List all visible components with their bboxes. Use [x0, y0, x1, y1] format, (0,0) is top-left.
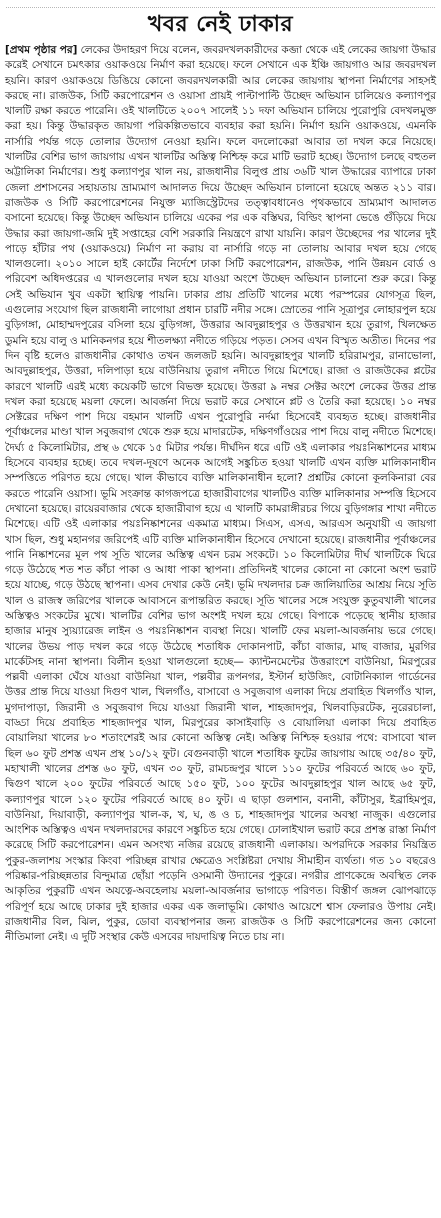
- article-text: লেকের উদাহরণ দিয়ে বলেন, জবরদখলকারীদের কব্জা থেকে এই লেকের জায়গা উদ্ধার করেই সেখানে চমৎকার ওয়াকওয়ে নির্মাণ করা হয়েছে। ফলে সেখানে এক ইঞ্চি জায়গাও আর জবরদখল হয়নি। কারণ ওয়াকওয়ে ডিঙিয়ে কোনো জবরদখলকারী আর লেকের জায়গায় স্থাপনা নির্মাণের সাহসই করছে না। রাজউক, সিটি করপোরেশন ও ওয়াসা প্রায়ই পাল্টাপাল্টি উচ্ছেদ অভিযান চালিয়েও কল্যাণপুর খালটি রক্ষা করতে পারেনি। ওই খালটিতে ২০০৭ সালেই ১১ দফা অভিযান চালিয়ে পুরোপুরি বেদখলমুক্ত করা হয়। কিন্তু উদ্ধারকৃত জায়গা পরিকল্পিতভাবে ব্যবহার করা হয়নি। নির্মাণ হয়নি ওয়াকওয়ে, এমনকি নার্সারি পর্যন্ত গড়ে তোলার উদ্যোগ নেওয়া হয়নি। ফলে বদলোকেরা আবার তা দখল করে নিয়েছে। খালটির বেশির ভাগ জায়গায় এখন খালটির অস্তিত্ব নিশ্চিহ্ন করে মাটি ভরাট হচ্ছে। উদ্যোগ চলছে বহুতল অট্টালিকা নির্মাণের। শুধু কল্যাণপুর খাল নয়, রাজধানীর বিলুপ্ত প্রায় ৩৬টি খাল উদ্ধারের ব্যাপারে ঢাকা জেলা প্রশাসনের সহায়তায় ভ্রাম্যমাণ আদালত দিয়ে উচ্ছেদ অভিযান চালানো হয়েছে অন্তত ২১১ বার। রাজউক ও সিটি করপোরেশনের নিযুক্ত ম্যাজিস্ট্রেটদের তত্ত্বাবধানেও পৃথকভাবে ভ্রাম্যমাণ আদালত বসানো হয়েছে। কিন্তু উচ্ছেদ অভিযান চালিয়ে একের পর এক বস্তিঘর, বিল্ডিং স্থাপনা ভেঙে গুঁড়িয়ে দিয়ে উদ্ধার করা জায়গা-জমি দুই সপ্তাহের বেশি সরকারি নিয়ন্ত্রণে রাখা যায়নি। কারণ উচ্ছেদের পর খালের দুই পাড়ে হাঁটার পথ (ওয়াকওয়ে) নির্মাণ না করায় বা নার্সারি গড়ে না তোলায় আবার দখল হয়ে গেছে খালগুলো। ২০১০ সালে হাই কোর্টের নির্দেশে ঢাকা সিটি করপোরেশন, রাজউক, পানি উন্নয়ন বোর্ড ও পরিবেশ অধিদপ্তরের এ খালগুলোর দখল হয়ে যাওয়া অংশে উচ্ছেদ অভিযান চালানো শুরু করে। কিন্তু সেই অভিযান খুব একটা স্থায়িত্ব পায়নি। ঢাকার প্রায় প্রতিটি খালের মধ্যে পরস্পরের যোগসূত্র ছিল, এগুলোর সংযোগ ছিল রাজধানী লাগোয়া প্রধান চারটি নদীর সঙ্গে। স্রোতের পানি সূত্রাপুর লোহারপুল হয়ে বুড়িগঙ্গা, মোহাম্মদপুরের বসিলা হয়ে বুড়িগঙ্গা, উত্তরার আবদুল্লাহপুর ও উত্তরখান হয়ে তুরাগ, খিলক্ষেত ডুমনি হয়ে বালু ও মানিকনগর হয়ে শীতলক্ষ্যা নদীতে গড়িয়ে পড়ত। সেসব এখন বিস্মৃত অতীত। দিনের পর দিন বৃষ্টি হলেও রাজধানীর কোথাও তখন জলজট হয়নি। আবদুল্লাহপুর খালটি হরিরামপুর, রানাভোলা, আবদুল্লাহপুর, উত্তরা, দলিপাড়া হয়ে বাউনিয়ায় তুরাগ নদীতে গিয়ে মিশেছে। রাজা ও রাজউকের প্লটের কারণে খালটি এরই মধ্যে কয়েকটি ভাগে বিভক্ত হয়েছে। উত্তরা ৯ নম্বর সেক্টর অংশে লেকের উত্তর প্রান্ত দখল করা হয়েছে ময়লা ফেলে। আবর্জনা দিয়ে ভরাট করে সেখানে প্লট ও তৈরি করা হয়েছে। ১০ নম্বর সেক্টরের দক্ষিণ পাশ দিয়ে বহমান খালটি এখন পুরোপুরি নর্দমা হিসেবেই ব্যবহৃত হচ্ছে। রাজধানীর পূর্বাঞ্চলের মাণ্ডা খাল সবুজবাগ থেকে শুরু হয়ে মাদারটেক, দক্ষিণগাঁওয়ের পাশ দিয়ে বালু নদীতে মিশেছে। দৈর্ঘ্য ৫ কিলোমিটার, প্রস্থ ৬ থেকে ১৫ মিটার পর্যন্ত। দীর্ঘদিন ধরে এটি ওই এলাকার পয়ঃনিষ্কাশনের মাধ্যম হিসেবে ব্যবহার হচ্ছে। তবে দখল-দূষণে অনেক আগেই সঙ্কুচিত হওয়া খালটি এখন ব্যক্তি মালিকানাধীন সম্পত্তিতে পরিণত হয়ে গেছে। খাল কীভাবে ব্যক্তি মালিকানাধীন হলো? প্রশ্নটির কোনো কূলকিনারা বের করতে পারেনি ওয়াসা। ভূমি সংক্রান্ত কাগজপত্রে হাজারীবাগের খালটিও ব্যক্তি মালিকানার সম্পত্তি হিসেবে দেখানো হয়েছে। রায়েরবাজার থেকে হাজারীবাগ হয়ে এ খালটি কামরাঙ্গীরচর গিয়ে বুড়িগঙ্গার শাখা নদীতে মিশেছে। এটি ওই এলাকার পয়ঃনিষ্কাশনের একমাত্র মাধ্যম। সিএস, এসএ, আরএস অনুযায়ী এ জায়গা খাস ছিল, শুধু মহানগর জরিপেই এটি ব্যক্তি মালিকানাধীন হিসেবে দেখানো হয়েছে। রাজধানীর পূর্বাঞ্চলের পানি নিষ্কাশনের মূল পথ সূতি খালের অস্তিত্ব এখন চরম সংকটে। ১০ কিলোমিটার দীর্ঘ খালটিকে ঘিরে গড়ে উঠেছে শত শত কাঁচা পাকা ও আধা পাকা স্থাপনা। প্রতিদিনই খালের কোনো না কোনো অংশ ভরাট হয়ে যাচ্ছে, গড়ে উঠছে স্থাপনা। এসব দেখার কেউ নেই। ভূমি দখলদার চক্র জালিয়াতির আশ্রয় নিয়ে সূতি খাল ও রাজস্ব জরিপের খালকে আবাসনে রূপান্তরিত করছে। সূতি খালের সঙ্গে সংযুক্ত কুতুবখালী খালের অস্তিত্বও সংকটের মুখে। খালটির বেশির ভাগ অংশই দখল হয়ে গেছে। বিপাকে পড়েছে স্থানীয় হাজার হাজার মানুষ স্যুয়্যারেজ লাইন ও পয়ঃনিষ্কাশন ব্যবস্থা নিয়ে। খালটি ফের ময়লা-আবর্জনায় ভরে গেছে। খালের উভয় পাড় দখল করে গড়ে উঠেছে শতাধিক দোকানপাট, কাঁচা বাজার, মাছ বাজার, মুরগির মার্কেটসহ নানা স্থাপনা। বিলীন হওয়া খালগুলো হচ্ছে— ক্যান্টনমেন্টের উত্তরাংশে বাউনিয়া, মিরপুরের পল্লবী এলাকা ঘেঁষে যাওয়া বাউনিয়া খাল, পল্লবীর রূপনগর, ইস্টার্ন হাউজিং, বোটানিক্যাল গার্ডেনের উত্তর প্রান্ত দিয়ে যাওয়া দিগুণ খাল, খিলগাঁও, বাসাবো ও সবুজবাগ এলাকা দিয়ে প্রবাহিত খিলগাঁও খাল, মুগদাপাড়া, জিরানী ও সবুজবাগ দিয়ে যাওয়া জিরানী খাল, শাহজাদপুর, খিলবাড়িরটেক, নুরেরচালা, বাড্ডা দিয়ে প্রবাহিত শাহজাদপুর খাল, মিরপুরের কাসাইবাড়ি ও বোয়ালিয়া এলাকা দিয়ে প্রবাহিত বোয়ালিয়া খালের ৮০ শতাংশেরই আর কোনো অস্তিত্ব নেই। অস্তিত্ব নিশ্চিহ্ন হওয়ার পথে: বাসাবো খাল ছিল ৬০ ফুট প্রশস্ত এখন প্রস্থ ১০/১২ ফুট। বেগুনবাড়ী খালে শতাধিক ফুটের জায়গায় আছে ৩৫/৪০ ফুট, মহাখালী খালের প্রশস্ত ৬০ ফুট, এখন ৩০ ফুট, রামচন্দ্রপুর খালে ১১০ ফুটের পরিবর্তে আছে ৬০ ফুট, দ্বিগুণ খালে ২০০ ফুটের পরিবর্তে আছে ১৫০ ফুট, ১০০ ফুটের আবদুল্লাহপুর খাল আছে ৬৫ ফুট, কল্যাণপুর খালে ১২০ ফুটের পরিবর্তে আছে ৪০ ফুট। এ ছাড়া গুলশান, বনানী, কাঁটাসুর, ইব্রাহিমপুর, বাউনিয়া, দিয়াবাড়ী, কল্যাণপুর খাল-ক, খ, ঘ, ঙ ও চ, শাহজাদপুর খালের অবস্থা নাজুক। এগুলোর আংশিক অস্তিত্বও এখন দখলদারদের কারণে সঙ্কুচিত হয়ে গেছে। ঢোলাইখাল ভরাট করে প্রশস্ত রাস্তা নির্মাণ করেছে সিটি করপোরেশন। এমন অসংখ্য নজির রয়েছে রাজধানী এলাকায়। অপরদিকে সরকার নিয়ন্ত্রিত পুকুর-জলাশয় সংস্কার কিংবা পরিচ্ছন্ন রাখার ক্ষেত্রেও সংশ্লিষ্টরা দেখায় সীমাহীন ব্যর্থতা। গত ১০ বছরেও পরিষ্কার-পরিচ্ছন্নতার বিন্দুমাত্র ছোঁয়া পড়েনি ওসমানী উদ্যানের পুকুরে। নগরীর প্রাণকেন্দ্রে অবস্থিত লেক আকৃতির পুকুরটি এখন অযত্নে-অবহেলায় ময়লা-আবর্জনার ভাগাড়ে পরিণত। বিস্তীর্ণ জঙ্গল ঝোপঝাড়ে পরিপূর্ণ হয়ে আছে ঢাকার দুই হাজার একর এক জলাভূমি। কোথাও আয়েশে শ্বাস ফেলারও উপায় নেই। রাজধানীর বিল, ঝিল, পুকুর, ডোবা ব্যবস্থাপনার জন্য রাজউক ও সিটি করপোরেশনের জন্য কোনো নীতিমালা নেই। এ দুটি সংস্থার কেউ এসবের দায়দায়িত্ব নিতে চায় না।: [5, 44, 436, 944]
- headline: খবর নেই ঢাকার: [147, 12, 294, 37]
- article-body: [5, 43, 436, 946]
- article-paragraph: [5, 43, 436, 946]
- continuation-marker: [প্রথম পৃষ্ঠার পর]: [5, 44, 78, 56]
- previous-article-edge: [6, 0, 435, 8]
